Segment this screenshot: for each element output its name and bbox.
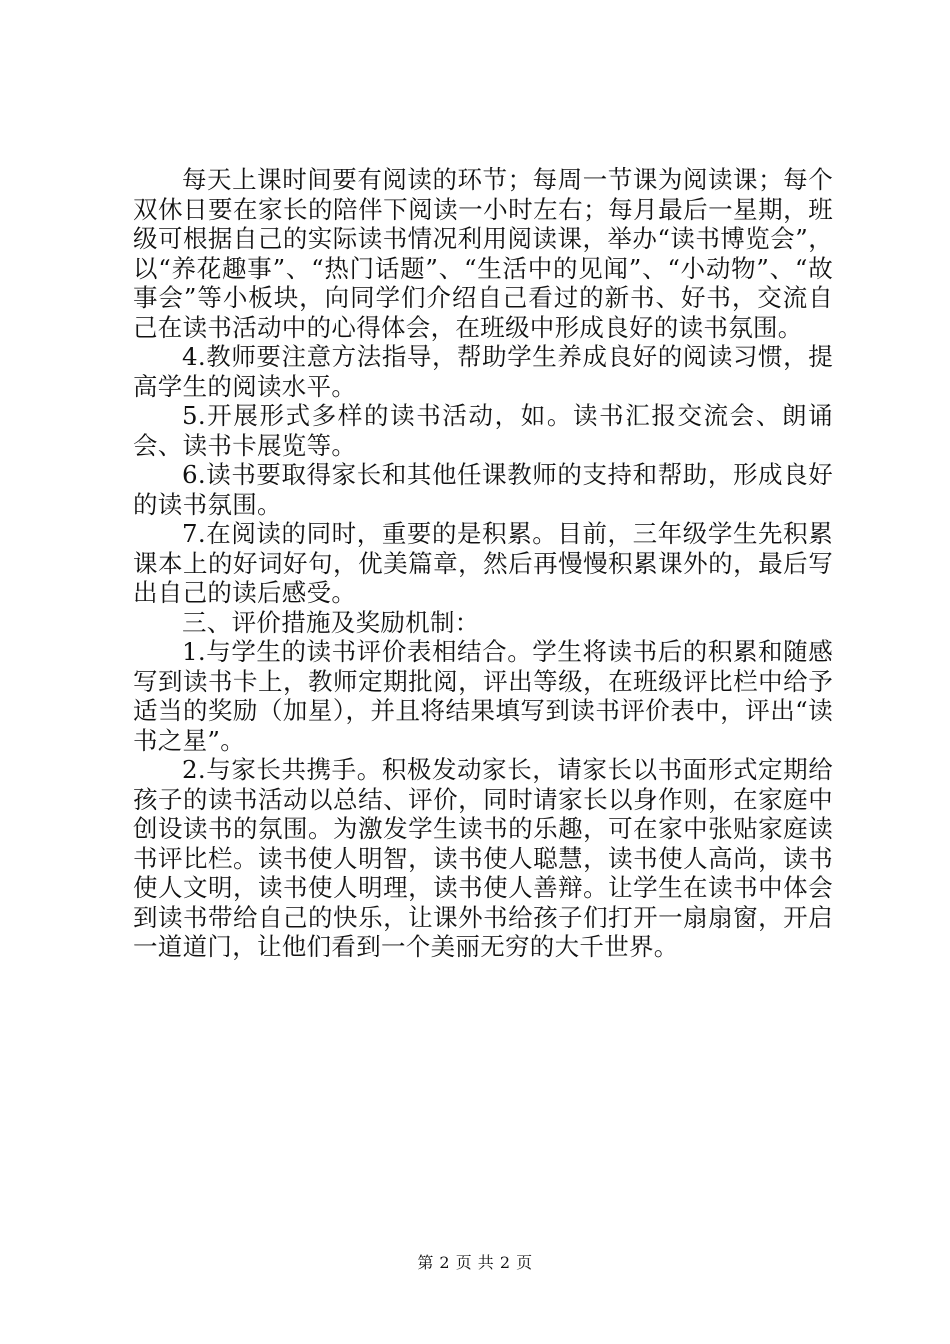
document-body <box>133 165 833 962</box>
paragraph-reading-schedule: 每天上课时间要有阅读的环节；每周一节课为阅读课；每个双休日要在家长的陪伴下阅读一小时左右；每月最后一星期，班级可根据自己的实际读书情况利用阅读课，举办“读书博览会”，以“养花趣事”、“热门话题”、“生活中的见闻”、“小动物”、“故事会”等小板块，向同学们介绍自己看过的新书、好书，交流自己在读书活动中的心得体会，在班级中形成良好的读书氛围。 <box>133 165 833 342</box>
page-number-footer: 第 2 页 共 2 页 <box>417 1253 533 1272</box>
paragraph-evaluation-1: 1.与学生的读书评价表相结合。学生将读书后的积累和随感写到读书卡上，教师定期批阅，评出等级，在班级评比栏中给予适当的奖励（加星），并且将结果填写到读书评价表中，评出“读书之星”。 <box>133 637 833 755</box>
paragraph-item-5: 5.开展形式多样的读书活动，如。读书汇报交流会、朗诵会、读书卡展览等。 <box>133 401 833 460</box>
paragraph-evaluation-2: 2.与家长共携手。积极发动家长，请家长以书面形式定期给孩子的读书活动以总结、评价，同时请家长以身作则，在家庭中创设读书的氛围。为激发学生读书的乐趣，可在家中张贴家庭读书评比栏。读书使人明智，读书使人聪慧，读书使人高尚，读书使人文明，读书使人明理，读书使人善辩。让学生在读书中体会到读书带给自己的快乐，让课外书给孩子们打开一扇扇窗，开启一道道门，让他们看到一个美丽无穷的大千世界。 <box>133 755 833 961</box>
section-heading-evaluation: 三、评价措施及奖励机制： <box>182 607 480 637</box>
paragraph-item-7: 7.在阅读的同时，重要的是积累。目前，三年级学生先积累课本上的好词好句，优美篇章，然后再慢慢积累课外的，最后写出自己的读后感受。 <box>133 519 833 607</box>
paragraph-item-4: 4.教师要注意方法指导，帮助学生养成良好的阅读习惯，提高学生的阅读水平。 <box>133 342 833 401</box>
paragraph-item-6: 6.读书要取得家长和其他任课教师的支持和帮助，形成良好的读书氛围。 <box>133 460 833 519</box>
